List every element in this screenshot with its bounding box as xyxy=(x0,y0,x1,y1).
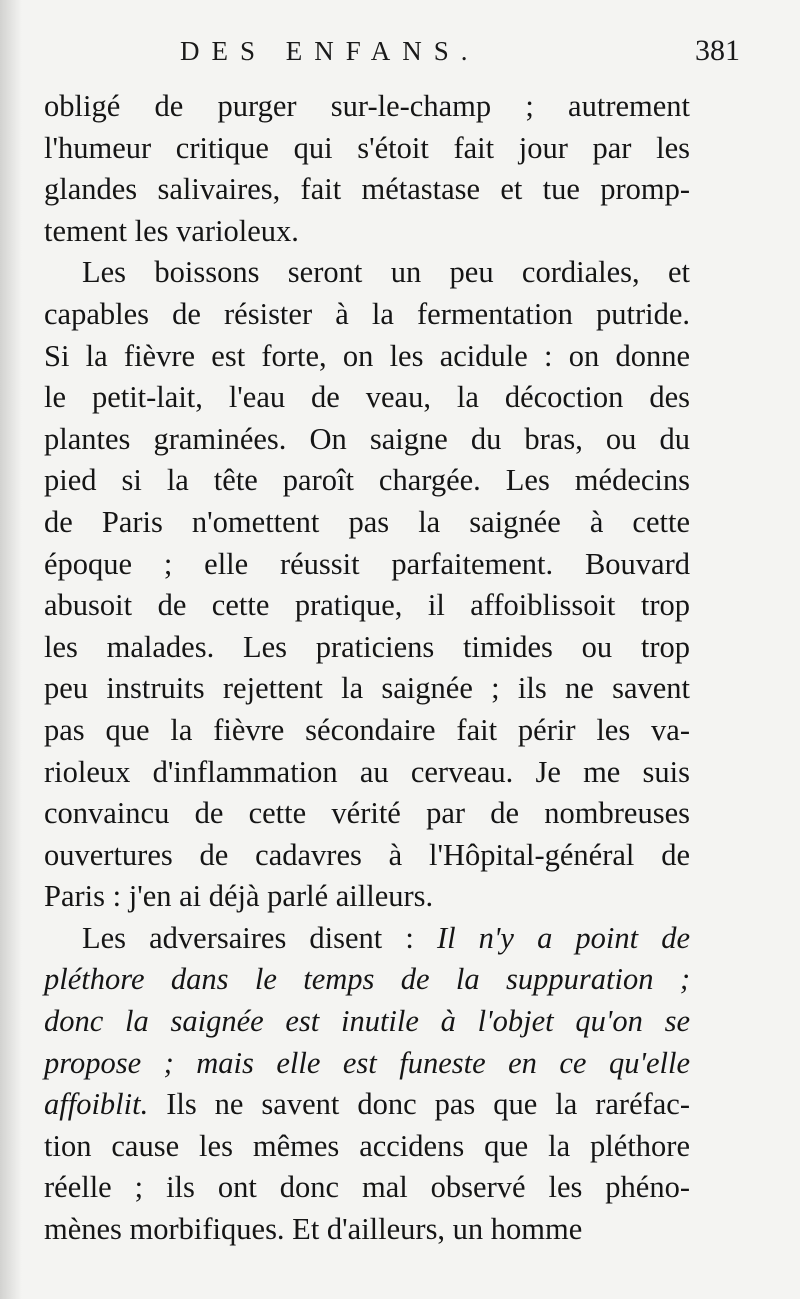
text-line xyxy=(44,544,690,586)
text-segment: Les boissons seront un peu cordiales, et xyxy=(82,255,690,290)
text-line xyxy=(44,835,690,877)
text-segment: capables de résister à la fermentation putride. xyxy=(44,296,690,331)
text-segment: les malades. Les praticiens timides ou trop xyxy=(44,629,690,664)
italic-text: propose ; mais elle est funeste en ce qu'elle xyxy=(44,1045,690,1080)
text-segment: Ils ne savent donc pas que la raréfac- xyxy=(148,1087,690,1122)
text-segment: glandes salivaires, fait métastase et tue promp- xyxy=(44,172,690,207)
text-segment: époque ; elle réussit parfaitement. Bouvard xyxy=(44,546,690,581)
text-line xyxy=(44,1167,690,1209)
text-line xyxy=(44,793,690,835)
page-spine-shadow xyxy=(0,0,22,1299)
page-number: 381 xyxy=(695,34,740,67)
italic-text: pléthore dans le temps de la suppuration ; xyxy=(44,962,690,997)
text-segment: pied si la tête paroît chargée. Les médecins xyxy=(44,463,690,498)
text-line xyxy=(44,876,690,918)
page-header xyxy=(40,28,740,78)
text-line xyxy=(44,377,690,419)
italic-text: Il n'y a point de xyxy=(436,920,690,955)
paragraph xyxy=(44,918,690,1251)
text-segment: pas que la fièvre sécondaire fait périr les va- xyxy=(44,712,690,747)
text-line xyxy=(44,668,690,710)
text-line xyxy=(44,585,690,627)
paragraph xyxy=(44,252,690,918)
text-segment: ouvertures de cadavres à l'Hôpital-général de xyxy=(44,837,690,872)
text-line xyxy=(44,1084,690,1126)
text-line xyxy=(44,1126,690,1168)
text-line xyxy=(44,336,690,378)
text-segment: obligé de purger sur-le-champ ; autrement xyxy=(44,89,690,123)
paragraph xyxy=(44,86,690,252)
text-line xyxy=(44,959,690,1001)
text-segment: mènes morbifiques. Et d'ailleurs, un homme xyxy=(44,1212,583,1247)
text-line xyxy=(44,294,690,336)
italic-text: affoiblit. xyxy=(44,1087,149,1122)
text-segment: de Paris n'omettent pas la saignée à cette xyxy=(44,504,690,539)
text-segment: tion cause les mêmes accidens que la pléthore xyxy=(44,1128,690,1163)
text-segment: peu instruits rejettent la saignée ; ils ne savent xyxy=(44,671,690,706)
text-segment: Paris : j'en ai déjà parlé ailleurs. xyxy=(44,879,434,914)
text-line xyxy=(44,419,690,461)
text-line xyxy=(44,752,690,794)
text-segment: rioleux d'inflammation au cerveau. Je me suis xyxy=(44,754,690,789)
text-line xyxy=(44,460,690,502)
running-head: DES ENFANS. xyxy=(180,36,480,66)
text-segment: tement les varioleux. xyxy=(44,213,299,248)
text-line xyxy=(44,502,690,544)
text-segment: Les adversaires disent : xyxy=(82,920,437,955)
text-line xyxy=(44,86,690,128)
text-line xyxy=(44,1043,690,1085)
text-line xyxy=(44,1001,690,1043)
text-line xyxy=(44,918,690,960)
text-line xyxy=(44,128,690,170)
text-segment: Si la fièvre est forte, on les acidule : on donne xyxy=(44,338,690,373)
text-segment: le petit-lait, l'eau de veau, la décoction des xyxy=(44,380,690,415)
text-line xyxy=(44,627,690,669)
text-segment: abusoit de cette pratique, il affoiblissoit trop xyxy=(44,588,690,623)
text-line xyxy=(44,1209,690,1251)
text-line xyxy=(44,252,690,294)
text-line xyxy=(44,169,690,211)
text-segment: réelle ; ils ont donc mal observé les phéno- xyxy=(44,1170,690,1205)
text-segment: l'humeur critique qui s'étoit fait jour par les xyxy=(44,130,690,165)
text-line xyxy=(44,710,690,752)
text-segment: convaincu de cette vérité par de nombreuses xyxy=(44,796,690,831)
text-line xyxy=(44,211,690,253)
italic-text: donc la saignée est inutile à l'objet qu'on se xyxy=(44,1004,690,1039)
text-body xyxy=(44,86,690,1251)
text-segment: plantes graminées. On saigne du bras, ou du xyxy=(44,421,690,456)
